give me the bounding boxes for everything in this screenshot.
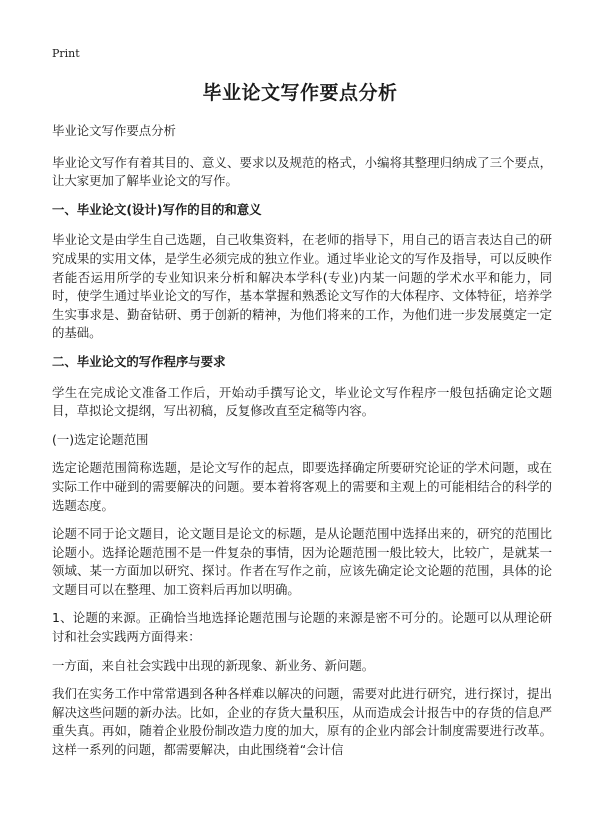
section-heading-procedure: 二、毕业论文的写作程序与要求 — [52, 353, 226, 369]
section-paragraph-procedure: 学生在完成论文准备工作后，开始动手撰写论文，毕业论文写作程序一般包括确定论文题目，草拟论文提纲，写出初稿，反复修改直至定稿等内容。 — [52, 384, 552, 419]
document-body — [52, 122, 552, 770]
print-label: Print — [52, 47, 80, 60]
document-title: 毕业论文写作要点分析 — [202, 82, 398, 104]
point-paragraph-practice-detail: 我们在实务工作中常常遇到各种各样难以解决的问题，需要对此进行研究，进行探讨，提出解决这些问题的新办法。比如，企业的存货大量积压，从而造成会计报告中的存货的信息严重失真。再如，随着企业股份制改造力度的加大，原有的企业内部会计制度需要进行改革。这样一系列的问题，都需要解决，由此围绕着“会计信 — [52, 686, 552, 758]
subsection-heading-topic: (一)选定论题范围 — [52, 431, 149, 447]
point-subparagraph-practice: 一方面，来自社会实践中出现的新现象、新业务、新问题。 — [52, 657, 375, 673]
section-paragraph-purpose: 毕业论文是由学生自己选题，自己收集资料，在老师的指导下，用自己的语言表达自己的研究成果的实用文体，是学生必须完成的独立作业。通过毕业论文的写作及指导，可以反映作者能否运用所学的专业知识来分析和解决本学科(专业)内某一问题的学术水平和能力，同时，使学生通过毕业论文的写作，基本掌握和熟悉论文写作的大体程序、文体特征，培养学生实事求是、勤奋钻研、勇于创新的精神，为他们将来的工作，为他们进一步发展奠定一定的基础。 — [52, 232, 552, 341]
subsection-paragraph-topic-2: 论题不同于论文题目，论文题目是论文的标题，是从论题范围中选择出来的，研究的范围比论题小。选择论题范围不是一件复杂的事情，因为论题范围一般比较大，比较广，是就某一领域、某一方面加以研究、探讨。作者在写作之前，应该先确定论文论题的范围，具体的论文题目可以在整理、加工资料后再加以明确。 — [52, 526, 552, 597]
intro-paragraph: 毕业论文写作有着其目的、意义、要求以及规范的格式，小编将其整理归纳成了三个要点，让大家更加了解毕业论文的写作。 — [52, 154, 552, 189]
subsection-paragraph-topic-1: 选定论题范围简称选题，是论文写作的起点，即要选择确定所要研究论证的学术问题，或在实际工作中碰到的需要解决的问题。要本着将客观上的需要和主观上的可能相结合的科学的选题态度。 — [52, 460, 552, 513]
section-heading-purpose: 一、毕业论文(设计)写作的目的和意义 — [52, 201, 262, 217]
point-paragraph-source: 1、论题的来源。正确恰当地选择论题范围与论题的来源是密不可分的。论题可以从理论研讨和社会实践两方面得来： — [52, 610, 552, 645]
subtitle: 毕业论文写作要点分析 — [52, 123, 176, 138]
